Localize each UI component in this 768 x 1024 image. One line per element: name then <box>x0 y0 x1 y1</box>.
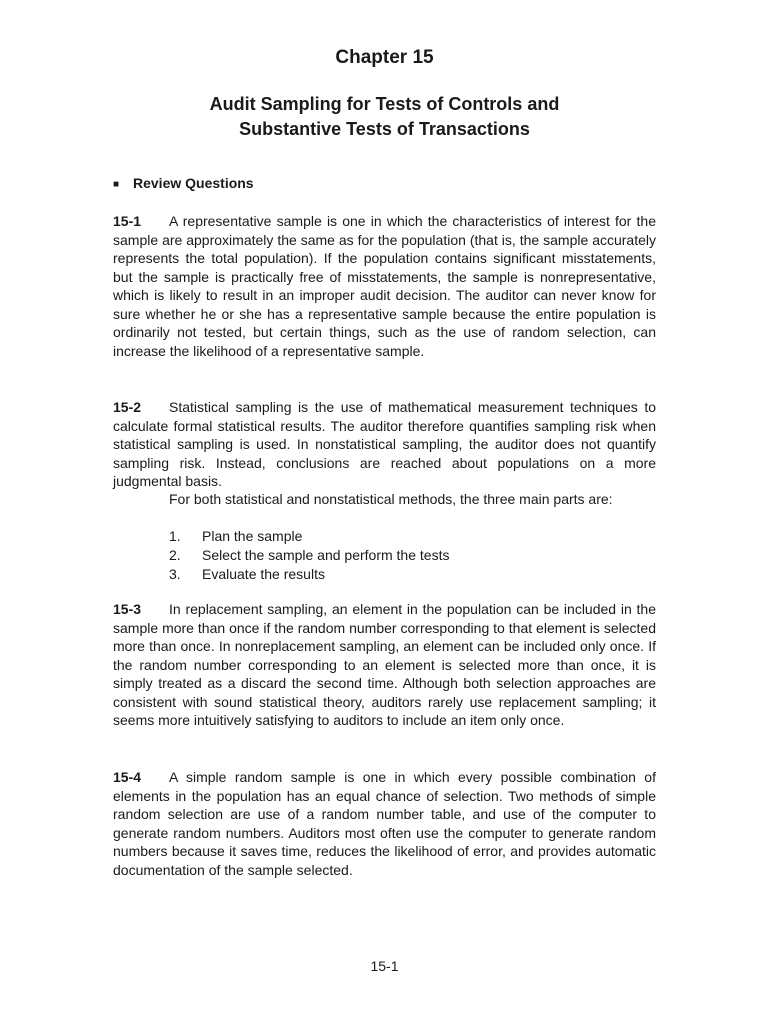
section-heading-text: Review Questions <box>133 175 254 191</box>
question-text: In replacement sampling, an element in the population can be included in the sample more than once if the random number corresponding to that element is selected more than once. In nonreplacement sampling, an element can be included only once. If the random number corresponding to an element is selected more than once, it is simply treated as a discard the second time. Although both selection approaches are consistent with sound statistical theory, auditors rarely use replacement sampling; it seems more intuitively satisfying to auditors to include an item only once. <box>113 601 656 728</box>
question-15-4 <box>113 768 656 879</box>
question-text: A representative sample is one in which the characteristics of interest for the sample are approximately the same as for the population (that is, the sample accurately represents the total population). If the population contains significant misstatements, but the sample is practically free of misstatements, the sample is nonrepresentative, which is likely to result in an improper audit decision. The auditor can never know for sure whether he or she has a representative sample because the entire population is ordinarily not tested, but certain things, such as the use of random selection, can increase the likelihood of a representative sample. <box>113 213 656 359</box>
chapter-subtitle-line-2: Substantive Tests of Transactions <box>239 119 530 139</box>
question-number: 15-3 <box>113 601 142 617</box>
question-15-2 <box>113 398 656 491</box>
question-number: 15-4 <box>113 769 142 785</box>
document-page <box>113 0 656 1024</box>
list-item <box>169 565 449 584</box>
list-item-number: 1. <box>169 528 181 544</box>
chapter-subtitle-line-1: Audit Sampling for Tests of Controls and <box>209 94 560 114</box>
list-item-number: 3. <box>169 566 181 582</box>
question-number: 15-1 <box>113 213 142 229</box>
chapter-subtitle <box>113 92 656 142</box>
list-item-label: Plan the sample <box>202 528 303 544</box>
question-text: Statistical sampling is the use of mathematical measurement techniques to calculate formal statistical results. The auditor therefore quantifies sampling risk when statistical sampling is used. In nonstatistical sampling, the auditor does not quantify sampling risk. Instead, conclusions are reached about populations on a more judgmental basis. <box>113 399 656 489</box>
list-item-number: 2. <box>169 547 181 563</box>
question-15-2-followup: For both statistical and nonstatistical methods, the three main parts are: <box>169 491 613 507</box>
list-item <box>169 527 449 546</box>
list-item-label: Evaluate the results <box>202 566 325 582</box>
question-15-1 <box>113 212 656 360</box>
question-number: 15-2 <box>113 399 142 415</box>
chapter-title: Chapter 15 <box>335 47 434 68</box>
question-text: A simple random sample is one in which every possible combination of elements in the population has an equal chance of selection. Two methods of simple random selection are use of a random number table, and use of the computer to generate random numbers. Auditors most often use the computer to generate random numbers because it saves time, reduces the likelihood of error, and provides automatic documentation of the sample selected. <box>113 769 656 878</box>
list-item <box>169 546 449 565</box>
page-number: 15-1 <box>370 958 399 974</box>
question-15-3 <box>113 600 656 730</box>
square-bullet-icon: ■ <box>113 179 120 190</box>
steps-list <box>169 527 449 584</box>
section-heading <box>113 175 254 191</box>
list-item-label: Select the sample and perform the tests <box>202 547 450 563</box>
